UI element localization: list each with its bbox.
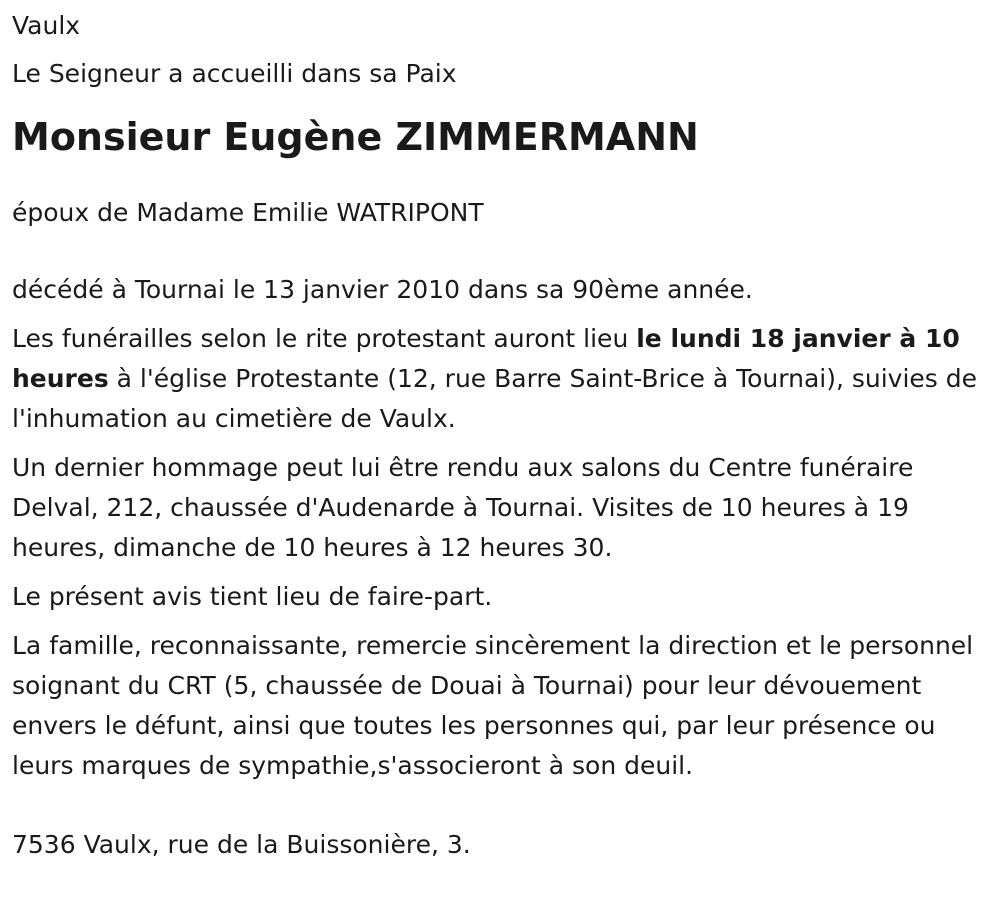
spouse-text: époux de Madame Emilie WATRIPONT	[12, 198, 484, 227]
funeral-paragraph	[12, 319, 988, 439]
funeral-text-after: à l'église Protestante (12, rue Barre Saint-Brice à Tournai), suivies de l'inhumation au cimetière de Vaulx.	[12, 364, 978, 433]
tribute-paragraph: Un dernier hommage peut lui être rendu aux salons du Centre funéraire Delval, 212, chaussée d'Audenarde à Tournai. Visites de 10 heures à 19 heures, dimanche de 10 heures à 12 heures 30.	[12, 453, 914, 562]
funeral-date-bold: le lundi 18 janvier à 10 heures	[12, 324, 960, 393]
funeral-text-before: Les funérailles selon le rite protestant auront lieu	[12, 324, 637, 353]
faire-part-text: Le présent avis tient lieu de faire-part.	[12, 582, 493, 611]
intro-text: Le Seigneur a accueilli dans sa Paix	[12, 59, 457, 88]
deceased-name: Monsieur Eugène ZIMMERMANN	[12, 115, 699, 159]
location-heading: Vaulx	[12, 11, 81, 40]
address-text: 7536 Vaulx, rue de la Buissonière, 3.	[12, 830, 471, 859]
death-text: décédé à Tournai le 13 janvier 2010 dans sa 90ème année.	[12, 275, 753, 304]
thanks-paragraph: La famille, reconnaissante, remercie sincèrement la direction et le personnel soignant du CRT (5, chaussée de Douai à Tournai) pour leur dévouement envers le défunt, ainsi que toutes les personnes qui, par leur présence ou leurs marques de sympathie,s'associeront à son deuil.	[12, 631, 974, 780]
